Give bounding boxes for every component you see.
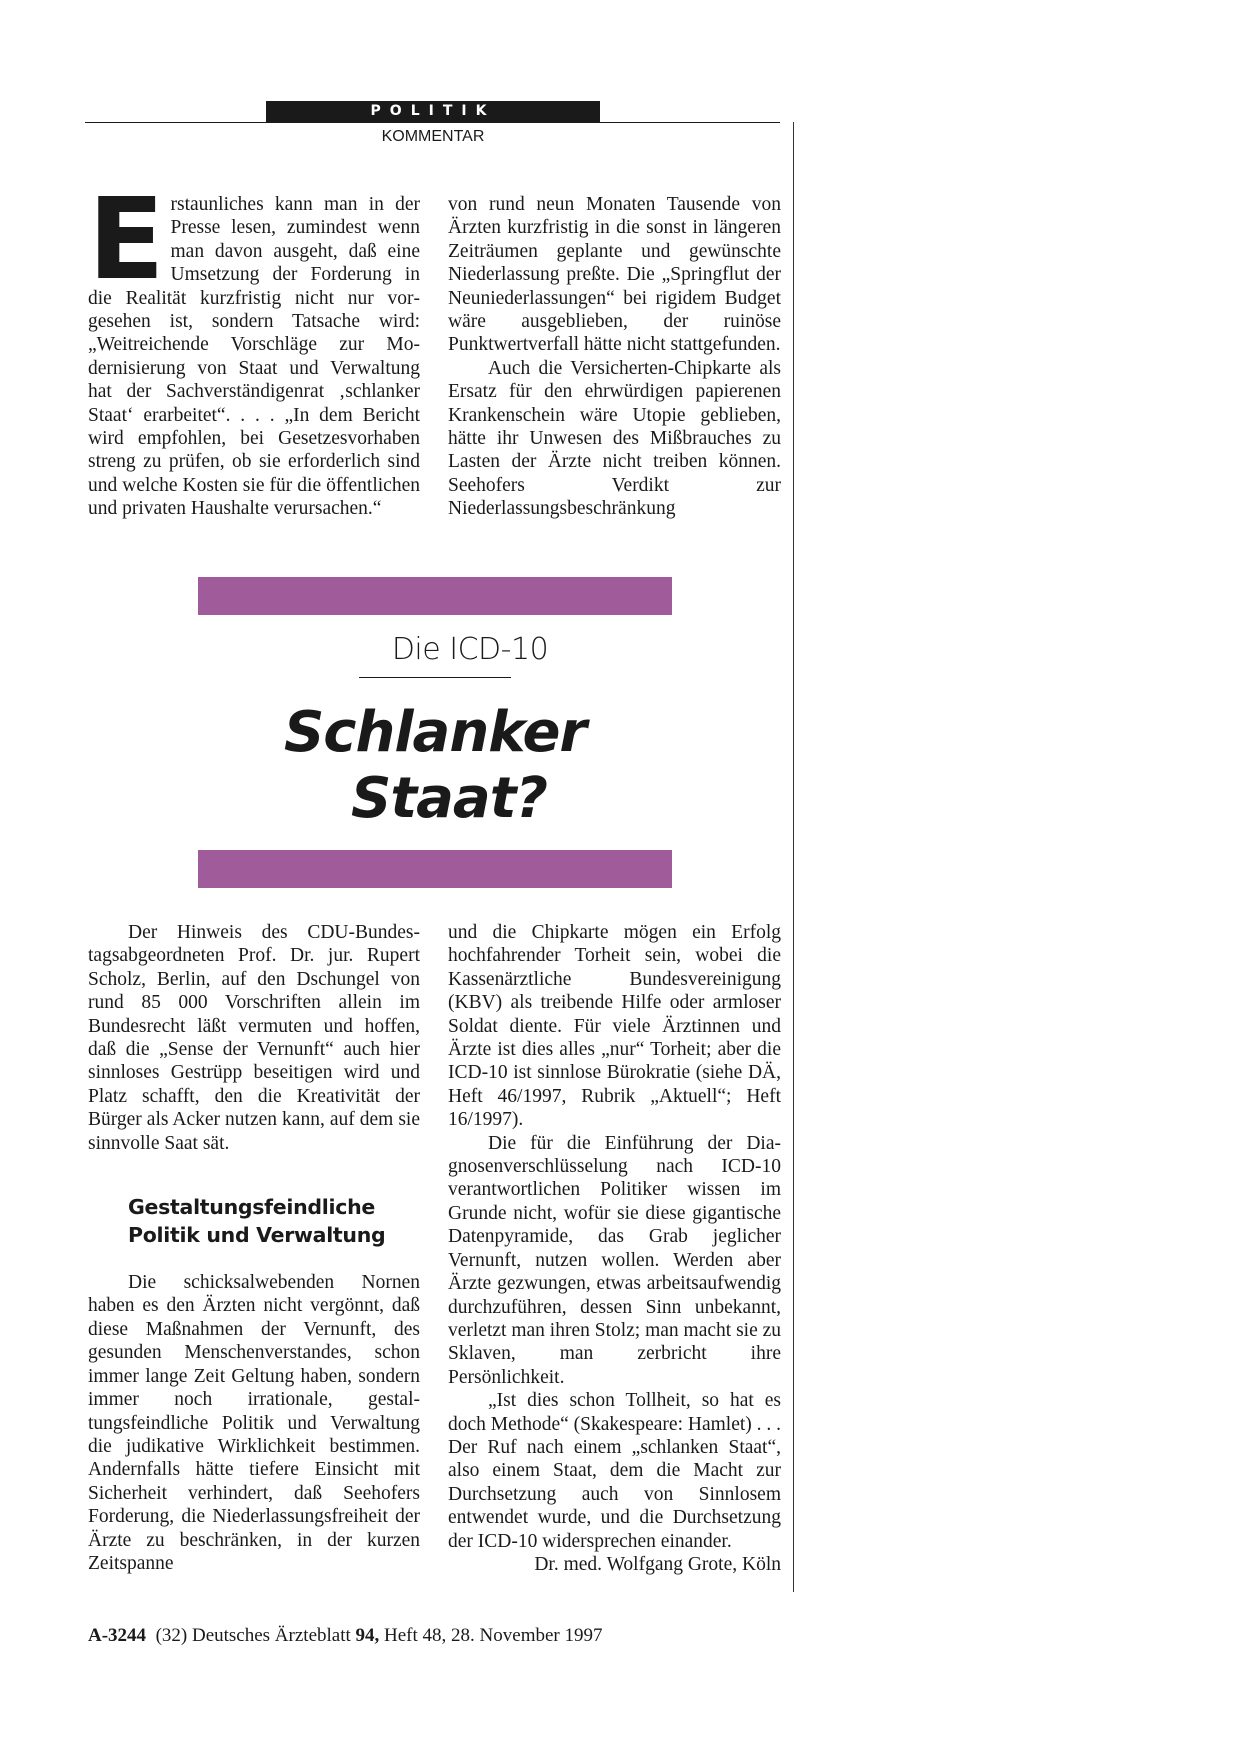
headline-line: Schlanker bbox=[283, 700, 587, 765]
subheading-line: Politik und Verwaltung bbox=[128, 1223, 386, 1248]
top-left-column bbox=[88, 175, 420, 521]
bottom-left-column bbox=[88, 921, 420, 1575]
paragraph: Die für die Einführung der Diagnosenverschlüsselung nach ICD-10 verantwortlichen Politiker wissen im Grunde nicht, wofür sie diese gigantische Datenpyramide, das Grab jeglicher Vernunft, nutzen wollen. Werden aber Ärzte gezwungen, etwas arbeitsaufwendig durchzuführen, dessen Sinn unbekannt, verletzt man ihren Stolz; man macht sie zu Sklaven, man zerbricht ihre Persönlichkeit. bbox=[448, 1132, 782, 1388]
paragraph: Der Hinweis des CDU-Bundestagsabgeordneten Prof. Dr. jur. Rupert Scholz, Berlin, auf den Dschungel von rund 85 000 Vorschriften allein im Bundesrecht läßt vermuten und hoffen, daß die „Sense der Vernunft“ auch hier sinnloses Gestrüpp beseitigen wird und Platz schafft, den die Kreativität der Bürger als Acker nutzen kann, auf dem sie sinnvolle Saat sät. bbox=[88, 922, 420, 1154]
journal-name: Deutsches Ärzteblatt bbox=[191, 1625, 351, 1646]
paragraph: Die schicksalwebenden Nornen haben es den Ärzten nicht vergönnt, daß diese Maßnahmen der Vernunft, des gesunden Menschenverstandes, schon immer lange Zeit Geltung haben, sondern immer noch irrationale, gestaltungsfeindliche Politik und Verwaltung die judikative Wirklichkeit bestimmen. Andernfalls hätte tiefere Einsicht mit Sicherheit verhindert, daß Seehofers Forderung, die Niederlassungsfreiheit der Ärzte zu beschränken, in der kurzen Zeitspanne bbox=[88, 1272, 420, 1574]
headline-line: Staat? bbox=[351, 766, 547, 831]
issue-info: Heft 48, 28. November 1997 bbox=[384, 1625, 603, 1646]
drop-cap: E bbox=[88, 175, 165, 305]
paragraph: und die Chipkarte mögen ein Erfolg hochfahrender Torheit sein, wobei die Kassenärztliche Bundesvereinigung (KBV) als treibende Hilfe oder armloser Soldat diente. Für viele Ärztinnen und Ärzte ist dies alles „nur“ Torheit; aber die ICD-10 ist sinnlose Bürokratie (siehe DÄ, Heft 46/1997, Rubrik „Aktuell“; Heft 16/1997). bbox=[448, 922, 781, 1131]
header-rule bbox=[85, 122, 780, 123]
page-code: A-3244 bbox=[88, 1625, 147, 1646]
kicker-underline bbox=[359, 677, 511, 678]
spacer bbox=[88, 1155, 420, 1193]
title-bottom-bar bbox=[198, 850, 672, 888]
intro-text: rstaunliches kann man in der Presse lesen, zumindest wenn man davon ausgeht, daß eine Umsetzung der Forderung in die Realität kurzfristig nicht nur vorgesehen ist, sondern Tatsache wird: „Weitreichende Vorschläge zur Modernisierung von Staat und Verwaltung hat der Sachverständigenrat ‚schlanker Staat‘ erarbeitet“. . . . „In dem Bericht wird empfohlen, bei Gesetzesvorhaben streng zu prüfen, ob sie erforderlich sind und welche Kosten sie für die öffentlichen und privaten Haushalte verursachen.“ bbox=[88, 194, 420, 520]
subsection-label: KOMMENTAR bbox=[381, 128, 485, 145]
article-kicker: Die ICD-10 bbox=[391, 632, 549, 667]
top-right-column bbox=[448, 193, 781, 521]
spacer bbox=[88, 1249, 420, 1271]
bottom-right-column bbox=[448, 921, 781, 1576]
title-top-bar bbox=[198, 577, 672, 615]
column-rule bbox=[793, 122, 794, 1592]
section-label: POLITIK bbox=[266, 101, 600, 122]
paragraph: von rund neun Monaten Tausende von Ärzten kurzfristig in die sonst in längeren Zeiträumen geplante und gewünschte Niederlassung preßte. Die „Springflut der Neuniederlassungen“ bei rigidem Budget wäre ausgeblieben, der ruinöse Punktwertverfall hätte nicht stattgefunden. bbox=[448, 194, 781, 356]
page-footer bbox=[88, 1625, 603, 1647]
intro-paragraph bbox=[88, 175, 420, 521]
article-headline bbox=[200, 700, 670, 832]
paragraph: „Ist dies schon Tollheit, so hat es doch Methode“ (Skakespeare: Hamlet) . . . Der Ruf nach einem „schlanken Staat“, also einem Staat, dem die Macht zur Durchsetzung auch von Sinnlosem entwendet wurde, und die Durchsetzung der ICD-10 widersprechen einander. bbox=[448, 1390, 782, 1552]
page-number: (32) bbox=[155, 1625, 188, 1646]
volume: 94, bbox=[355, 1625, 380, 1646]
paragraph: Auch die Versicherten-Chipkarte als Ersatz für den ehrwürdigen papierenen Krankenschein wäre Utopie geblieben, hätte ihr Unwesen des Mißbrauches zu Lasten der Ärzte nicht treiben können. Seehofers Verdikt zur Niederlassungsbeschränkung bbox=[448, 357, 781, 520]
subheading bbox=[88, 1193, 420, 1249]
subheading-line: Gestaltungsfeindliche bbox=[128, 1195, 375, 1220]
author-signature: Dr. med. Wolfgang Grote, Köln bbox=[534, 1553, 781, 1575]
